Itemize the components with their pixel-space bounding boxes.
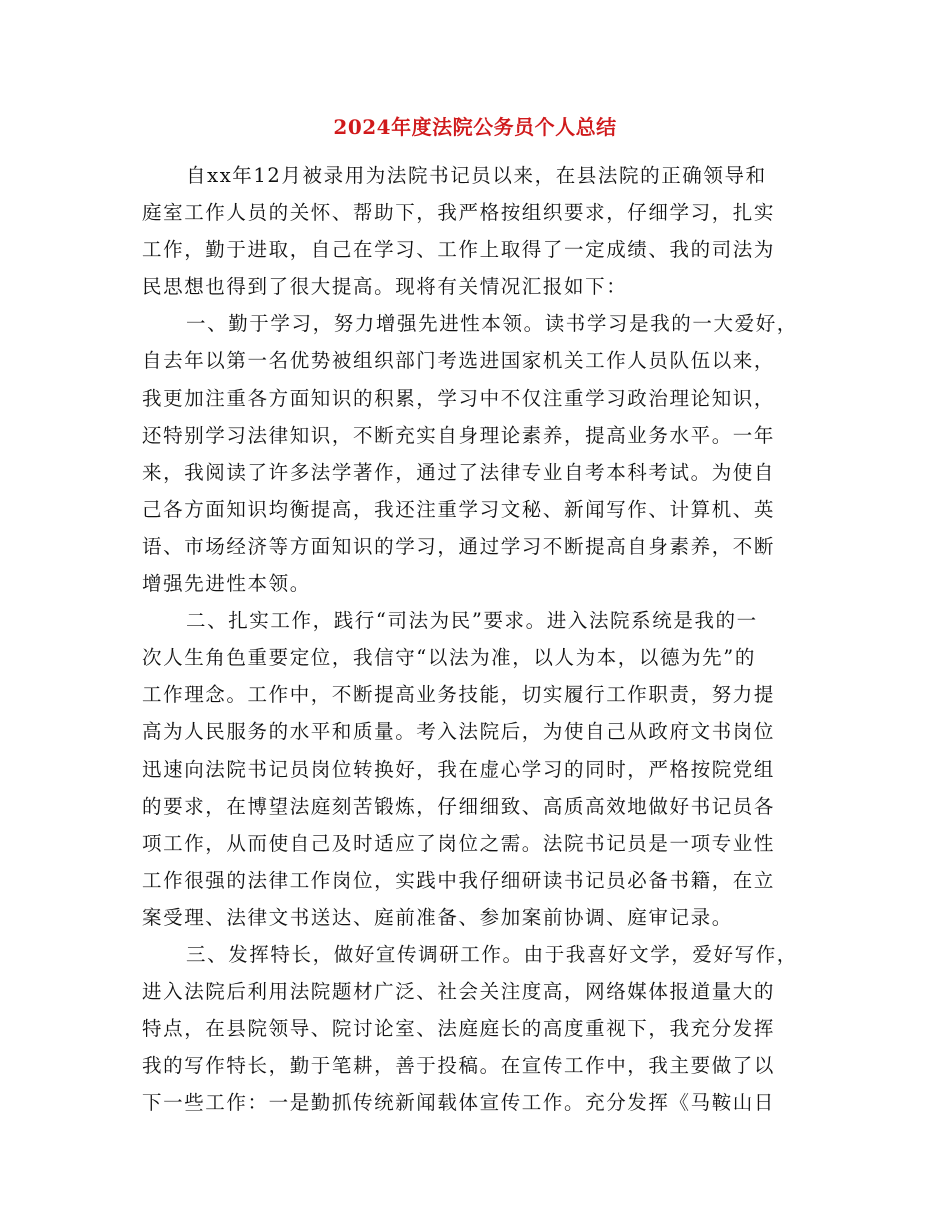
- text-line: 自去年以第一名优势被组织部门考选进国家机关工作人员队伍以来，: [142, 349, 776, 373]
- text-line: 工作，勤于进取，自己在学习、工作上取得了一定成绩、我的司法为: [142, 238, 776, 262]
- text-line: 庭室工作人员的关怀、帮助下，我严格按组织要求，仔细学习，扎实: [142, 201, 776, 225]
- text-line: 下一些工作：一是勤抓传统新闻载体宣传工作。充分发挥《马鞍山日: [142, 1091, 776, 1115]
- text-line: 增强先进性本领。: [142, 572, 311, 596]
- text-line: 迅速向法院书记员岗位转换好，我在虚心学习的同时，严格按院党组: [142, 757, 776, 781]
- text-line: 工作很强的法律工作岗位，实践中我仔细研读书记员必备书籍，在立: [142, 868, 776, 892]
- text-line: 还特别学习法律知识，不断充实自身理论素养，提高业务水平。一年: [142, 423, 776, 447]
- text-line: 进入法院后利用法院题材广泛、社会关注度高，网络媒体报道量大的: [142, 980, 776, 1004]
- text-line: 特点，在县院领导、院讨论室、法庭庭长的高度重视下，我充分发挥: [142, 1017, 776, 1041]
- paragraph-4: [142, 936, 802, 1121]
- text-line: 项工作，从而使自己及时适应了岗位之需。法院书记员是一项专业性: [142, 831, 776, 855]
- text-line: 案受理、法律文书送达、庭前准备、参加案前协调、庭审记录。: [142, 905, 733, 929]
- document-body: [142, 157, 802, 1121]
- text-line: 工作理念。工作中，不断提高业务技能，切实履行工作职责，努力提: [142, 683, 776, 707]
- text-line: 我的写作特长，勤于笔耕，善于投稿。在宣传工作中，我主要做了以: [142, 1054, 776, 1078]
- text-line: 一、勤于学习，努力增强先进性本领。读书学习是我的一大爱好，: [186, 312, 798, 336]
- text-line: 次人生角色重要定位，我信守“以法为准，以人为本，以德为先”的: [142, 646, 756, 670]
- text-line: 来，我阅读了许多法学著作，通过了法律专业自考本科考试。为使自: [142, 460, 776, 484]
- document-title: 2024年度法院公务员个人总结: [333, 115, 617, 139]
- text-line: 民思想也得到了很大提高。现将有关情况汇报如下：: [142, 275, 628, 299]
- text-line: 己各方面知识均衡提高，我还注重学习文秘、新闻写作、计算机、英: [142, 497, 776, 521]
- text-line: 的要求，在博望法庭刻苦锻炼，仔细细致、高质高效地做好书记员各: [142, 794, 776, 818]
- text-line: 二、扎实工作，践行“司法为民”要求。进入法院系统是我的一: [186, 609, 758, 633]
- text-line: 自xx年12月被录用为法院书记员以来，在县法院的正确领导和: [186, 164, 767, 187]
- text-line: 三、发挥特长，做好宣传调研工作。由于我喜好文学，爱好写作，: [186, 942, 798, 966]
- paragraph-1: [142, 157, 802, 305]
- paragraph-3: [142, 602, 802, 936]
- text-line: 高为人民服务的水平和质量。考入法院后，为使自己从政府文书岗位: [142, 720, 776, 744]
- paragraph-2: [142, 305, 802, 602]
- text-line: 语、市场经济等方面知识的学习，通过学习不断提高自身素养，不断: [142, 534, 776, 558]
- text-line: 我更加注重各方面知识的积累，学习中不仅注重学习政治理论知识，: [142, 386, 776, 410]
